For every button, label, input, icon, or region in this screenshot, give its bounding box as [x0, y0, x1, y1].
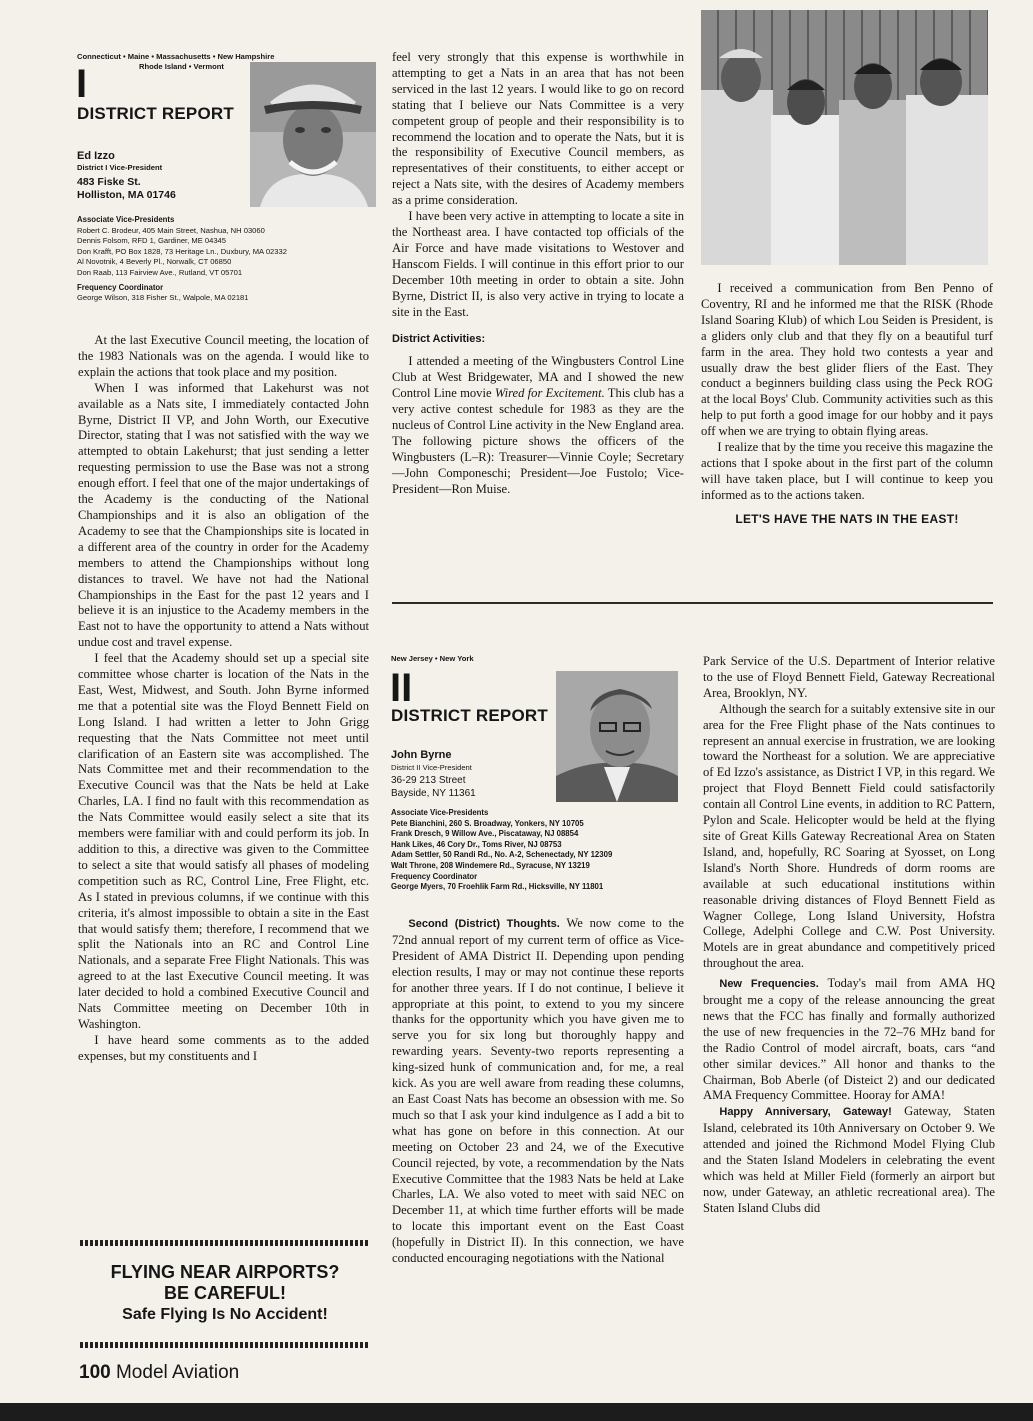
paragraph: I realize that by the time you receive this magazine the actions that I spoke about in the first part of the column will have taken place, but I will continue to keep you informed as to the actions taken.	[701, 440, 993, 502]
d1-column-2	[392, 50, 684, 497]
assoc-entry: Frank Dresch, 9 Willow Ave., Piscataway, NJ 08854	[391, 829, 579, 839]
d2-vp-role: District II Vice-President	[391, 763, 472, 772]
freq-heading: Frequency Coordinator	[391, 871, 478, 881]
paragraph: I have been very active in attempting to locate a site in the Northeast area. I have contacted top officials of the Air Force and have made visitations to Westover and Hanscom Fields. I will continue in this effort prior to our December 10th meeting in order to obtain a site. John Byrne, District II, is also very active in trying to locate a site in the East.	[392, 209, 684, 319]
address-line: Bayside, NY 11361	[391, 787, 476, 799]
paragraph: I received a communication from Ben Penno of Coventry, RI and he informed me that the RISK (Rhode Island Soaring Klub) of which Lou Seiden is President, is a gliders only club and that they fly on a beautiful turf farm in the area. They hold two contests a year and usually draw the best glider fliers of the East. They conduct a beginners building class using the Peck ROG at the local Boys' Club. Community activities such as this help to put forth a good image for our hobby and it pays off when we are trying to obtain flying areas.	[701, 281, 993, 439]
d1-states-line: Connecticut • Maine • Massachusetts • New Hampshire	[77, 52, 275, 61]
assoc-entry: Dennis Folsom, RFD 1, Gardiner, ME 04345	[77, 236, 226, 246]
freq-heading: Frequency Coordinator	[77, 282, 164, 292]
paragraph: When I was informed that Lakehurst was not available as a Nats site, I immediately contacted John Byrne, District II VP, and John Worth, our Executive Director, stating that I was not satisfied with the way we attempted to obtain Lakehurst; that just sending a letter requesting permission to use the Base was not a strong enough effort. I feel that one of the major undertakings of the Academy is the conducting of the National Championships and it is also an obligation of the Academy to see that the Championships site is located in a different area of the country in order for the Academy members to attend the Championships without long distances to travel. We have not had the National Championships in the East for the past 12 years and I believe it is an injustice to the Academy members in the East not to have the opportunity to attend a Nats without undue cost and travel expense.	[78, 380, 369, 650]
assoc-heading: Associate Vice-Presidents	[77, 215, 175, 224]
d2-column-3	[703, 654, 995, 1217]
assoc-entry: Don Krafft, PO Box 1828, 73 Heritage Ln., Duxbury, MA 02332	[77, 246, 287, 256]
wingbusters-officers-photo	[701, 10, 988, 265]
d2-associates	[391, 808, 691, 893]
paragraph: feel very strongly that this expense is worthwhile in attempting to get a Nats in an area that has not been serviced in the last 12 years. I would like to go on record stating that I believe our Nats Committee is a very competent group of people and their responsibility is to recommend the location and to operate the Nats, but it is the responsibility of Executive Council members, as representatives of their constituents, to either accept or reject a Nats site, with the desires of Academy members as a prime consideration.	[392, 50, 684, 208]
d1-vp-role: District I Vice-President	[77, 163, 163, 172]
d2-title: DISTRICT REPORT	[391, 706, 548, 725]
address-line: 483 Fiske St.	[77, 176, 141, 188]
d1-states-line: Rhode Island • Vermont	[139, 62, 224, 71]
runin-heading: New Frequencies.	[719, 978, 819, 991]
assoc-entry: Pete Bianchini, 260 S. Broadway, Yonkers, NY 10705	[391, 818, 584, 828]
psa-top-border	[80, 1240, 370, 1246]
movie-title: Wired for Excitement.	[494, 386, 605, 401]
assoc-entry: Don Raab, 113 Fairview Ave., Rutland, VT 05701	[77, 267, 243, 277]
activities-heading: District Activities:	[392, 333, 486, 346]
paragraph: New Frequencies. Today's mail from AMA HQ brought me a copy of the release announcing the great news that the FCC has finally and formally authorized the use of new frequencies in the 72–76 MHz band for the Radio Control of model aircraft, boats, cars “and other similar devices.” All honor and thanks to the Chairman, Bob Aberle (of Disteict 2) and our dedicated AMA Frequency Committee. Hooray for AMA!	[703, 976, 995, 1103]
runin-heading: Second (District) Thoughts.	[408, 918, 560, 930]
d2-vp-portrait	[556, 671, 678, 802]
d2-vp-name: John Byrne	[391, 749, 452, 761]
page-footer	[79, 1362, 239, 1384]
assoc-heading: Associate Vice-Presidents	[391, 808, 489, 817]
psa-line: BE CAREFUL!	[164, 1283, 286, 1303]
d2-vp-info	[391, 763, 551, 800]
paragraph: Although the search for a suitably extensive site in our area for the Free Flight phase of the Nats continues to represent an annual exercise in frustration, we are looking toward the Northeast for a solution. We are appreciative of Ed Izzo's assistance, as District I VP, in this regard. We project that Floyd Bennett Field could satisfactorily contain all Control Line events, in addition to RC Pattern, Pylon and Scale. Helicopter would be held at the flying site of Great Kills Gateway Recreational Area on Staten Island, and, hopefully, RC Soaring at Syosset, on Long Island's North Shore. Hundreds of dorm rooms are available at such educational institutions within reasonable driving distances of Floyd Bennett Field as Wagner College, Long Island University, Hofstra College, Adelphi College and C.W. Post University. Motels are in great abundance and competitively priced throughout the area.	[703, 701, 995, 971]
page-number: 100	[79, 1362, 111, 1383]
d1-vp-name: Ed Izzo	[77, 150, 115, 162]
magazine-name: Model Aviation	[115, 1362, 240, 1383]
assoc-entry: Robert C. Brodeur, 405 Main Street, Nashua, NH 03060	[77, 225, 265, 235]
district-separator	[392, 602, 993, 604]
d1-vp-address	[77, 176, 176, 202]
d1-column-3	[701, 281, 993, 528]
paragraph: Park Service of the U.S. Department of Interior relative to the use of Floyd Bennett Field, Gateway Recreational Area, Brooklyn, NY.	[703, 654, 995, 700]
d2-column-2	[392, 916, 684, 1267]
d1-title: DISTRICT REPORT	[77, 104, 234, 123]
psa-line: FLYING NEAR AIRPORTS?	[110, 1262, 340, 1282]
scan-edge	[0, 1403, 1033, 1421]
psa-line: Safe Flying Is No Accident!	[122, 1306, 328, 1323]
paragraph: I have heard some comments as to the added expenses, but my constituents and I	[78, 1032, 369, 1063]
paragraph: Happy Anniversary, Gateway! Gateway, Staten Island, celebrated its 10th Anniversary on October 9. We attended and joined the Richmond Model Flying Club and the Staten Island Modelers in celebrating the event which was held at Miller Field (formerly an airport but now, under Gateway, an athletic recreational area). The Staten Island Clubs did	[703, 1104, 995, 1215]
address-line: Holliston, MA 01746	[77, 189, 176, 201]
paragraph: Second (District) Thoughts. We now come to the 72nd annual report of my current term of office as Vice-President of AMA District II. Depending upon pending election results, I may or may not continue these reports for another three years. If I do not continue, I believe it appropriate at this point, to extend to you my sincere thanks for the opportunity which you have given me to serve you for six long but thoroughly happy and rewarding years. Seventy-two reports representing a king-sized hunk of communication and, for me, a real kick. As you are well aware from reading these columns, an East Coast Nats has become an obsession with me. So much so that I ask your kind indulgence as I add a bit to what has gone on before in this connection. At our meeting on October 23 and 24, we of the Executive Council rejected, by vote, a recommendation by the Nats Executive Committee that the 1983 Nats be held at Lake Charles, LA. We also voted to meet with said NEC on December 11, at which time further efforts will be made to locate this important event on the East Coast (hopefully in District II). In this connection, we have conducted encouraging negotiations with the National	[392, 916, 684, 1266]
assoc-entry: Walt Throne, 208 Windemere Rd., Syracuse, NY 13219	[391, 860, 590, 870]
freq-entry: George Myers, 70 Froehlik Farm Rd., Hicksville, NY 11801	[391, 882, 604, 892]
assoc-entry: Adam Settler, 50 Randi Rd., No. A-2, Schenectady, NY 12309	[391, 850, 613, 860]
assoc-entry: Hank Likes, 46 Cory Dr., Toms River, NJ 08753	[391, 839, 562, 849]
runin-heading: Happy Anniversary, Gateway!	[719, 1106, 892, 1119]
d1-roman: I	[76, 62, 88, 106]
paragraph: I attended a meeting of the Wingbusters Control Line Club at West Bridgewater, MA and I showed the new Control Line movie Wired for Excitement. This club has a very active contest schedule for 1983 as they are the nucleus of Control Line activity in the New England area. The following picture shows the officers of the Wingbusters (L–R): Treasurer—Vinnie Coyle; Secretary—John Componeschi; President—Joe Fustolo; Vice-President—Ron Muise.	[392, 354, 684, 496]
d1-associates	[77, 215, 377, 304]
freq-entry: George Wilson, 318 Fisher St., Walpole, MA 02181	[77, 293, 249, 303]
d1-vp-portrait	[250, 62, 376, 207]
d2-states: New Jersey • New York	[391, 654, 474, 663]
paragraph: At the last Executive Council meeting, the location of the 1983 Nationals was on the agenda. I would like to explain the actions that took place and my position.	[78, 333, 369, 379]
psa-notice	[80, 1262, 370, 1325]
d1-closing: LET'S HAVE THE NATS IN THE EAST!	[735, 511, 959, 526]
d2-roman: II	[390, 666, 413, 710]
paragraph: I feel that the Academy should set up a special site committee whose charter is location of the Nats in the East, West, Midwest, and South. John Byrne informed me that a potential site was the Floyd Bennett Field on Long Island. I had written a letter to John Grigg requesting that the Nats Committee not meet until clarification of an Eastern site was accomplished. The Nats Committee met and their recommendation to the Executive Council was that the Nats be held at Lake Charles, LA. I find no fault with this recommendation as the Nats Committee would easily select a site that its members were familiar with and could perform its job. In addition to this, a directive was given to the Committee to select a site that would satisfy all phases of modeling competition such as RC, Control Line, Free Flight, etc. As I stated in previous columns, if we continue with this criteria, it's almost impossible to obtain a site in the East that would satisfy them; therefore, I recommend that we split the Nationals into an RC and Control Line Nationals, and a separate Free Flight Nationals. This was agreed to at the last Executive Council meeting. It was later decided to hold a combined Executive Council and Nats Committee meeting on December 10th in Washington.	[78, 651, 369, 1031]
assoc-entry: Al Novotnik, 4 Beverly Pl., Norwalk, CT 06850	[77, 257, 232, 267]
address-line: 36-29 213 Street	[391, 774, 466, 786]
psa-bottom-border	[80, 1342, 370, 1348]
d1-column-1	[78, 333, 369, 1065]
